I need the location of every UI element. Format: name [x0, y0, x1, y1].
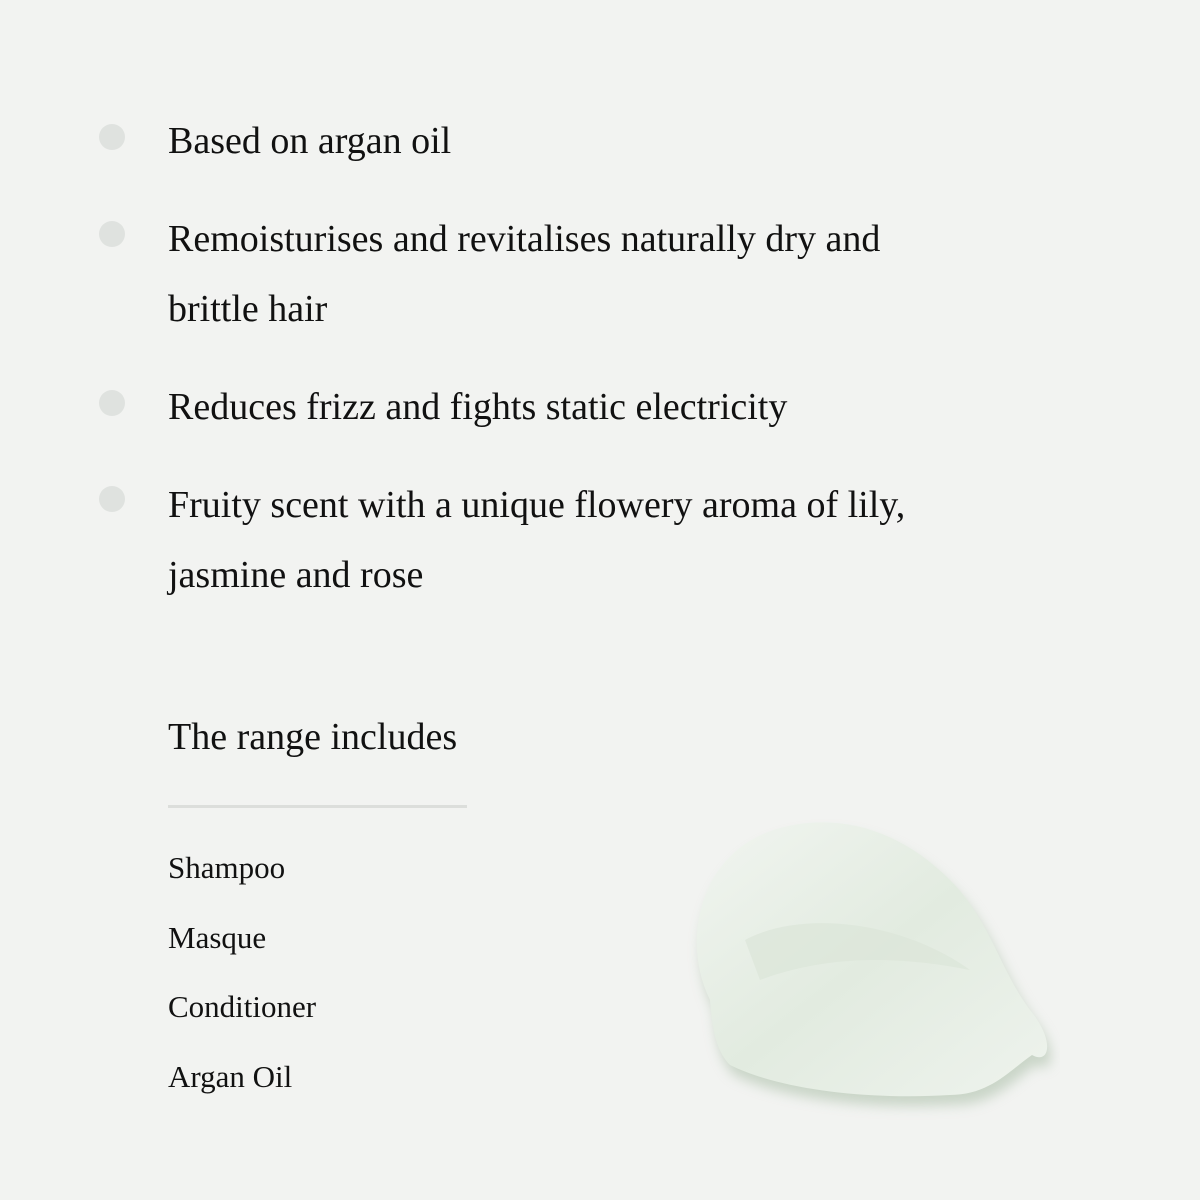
range-heading: The range includes: [168, 716, 458, 758]
range-item: Shampoo: [168, 850, 286, 885]
feature-text: Remoisturises and revitalises naturally dry and brittle hair: [168, 218, 881, 330]
feature-text: Based on argan oil: [168, 120, 452, 162]
range-item: Conditioner: [168, 989, 317, 1024]
bullet-dot: [99, 486, 125, 512]
bullet-dot: [99, 124, 125, 150]
cream-swatch-image: [670, 810, 1060, 1130]
divider: [168, 805, 467, 808]
bullet-dot: [99, 221, 125, 247]
feature-text: Reduces frizz and fights static electricity: [168, 386, 788, 428]
feature-text: Fruity scent with a unique flowery aroma of lily, jasmine and rose: [168, 484, 906, 596]
bullet-dot: [99, 390, 125, 416]
range-item: Argan Oil: [168, 1059, 293, 1094]
range-item: Masque: [168, 920, 267, 955]
